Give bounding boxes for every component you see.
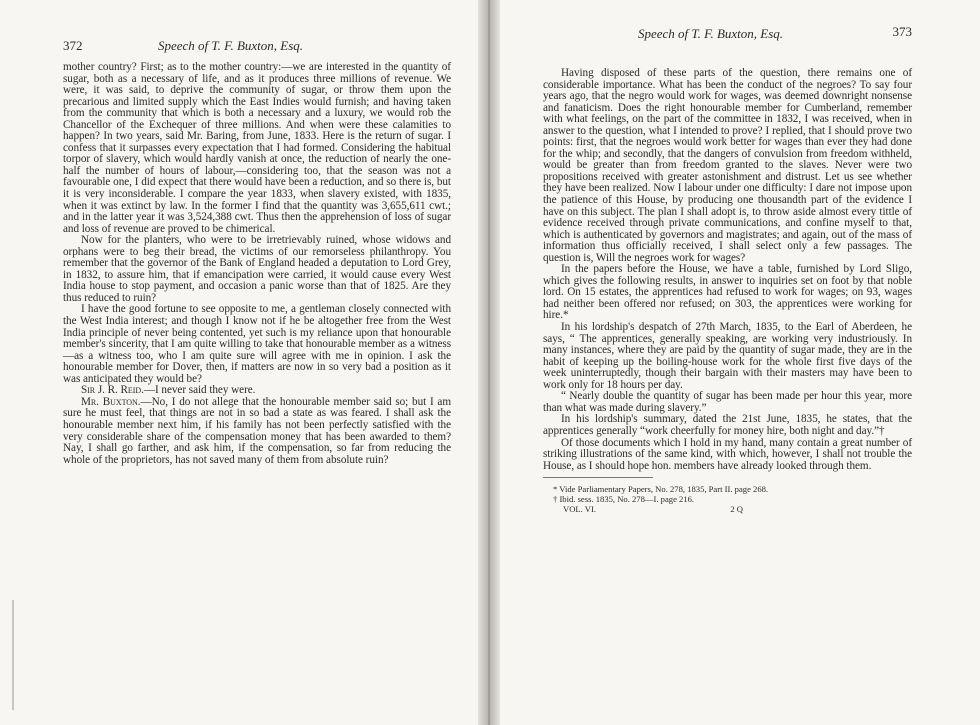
right-paragraph-6: Of those documents which I hold in my hand, many contain a great number of striking illustrations of the same kind, with which, however, I shall not trouble the House, as I should hope hon. members have already looked through them. [543, 436, 912, 472]
footnotes [543, 484, 912, 514]
right-paragraph-5: In his lordship's summary, dated the 21st June, 1835, he states, that the apprentices generally “work cheerfully for money hire, both night and day.”† [543, 413, 912, 437]
speaker-buxton: Mr. Buxton. [81, 395, 141, 408]
left-paragraph-buxton [63, 397, 451, 466]
footnote-2: † Ibid. sess. 1835, No. 278—I. page 216. [553, 494, 695, 505]
right-page [493, 0, 980, 725]
signature-mark: 2 Q [730, 504, 743, 515]
buxton-reply: —No, I do not allege that the honourable member said so; but I am sure he must feel, that things are not in so bad a state as was feared. I shall ask the honourable member next him, if his family has not been perfectly satisfied with the very considerable share of the compensation money that has been awarded to them? Nay, I shall go farther, and ask him, if the compensation, so far from reducing the whole of the proprietors, has not saved many of them from absolute ruin? [63, 395, 451, 466]
right-page-header [543, 24, 912, 44]
speaker-reid: Sir J. R. Reid. [81, 384, 144, 397]
volume-label: VOL. VI. [563, 504, 597, 515]
footnote-1: * Vide Parliamentary Papers, No. 278, 1835, Part II. page 268. [553, 484, 769, 495]
reid-reply: —I never said they were. [143, 384, 256, 397]
right-paragraph-4: “ Nearly double the quantity of sugar has been made per hour this year, more than what was made during slavery.” [543, 390, 912, 414]
left-paragraph-1: mother country? First; as to the mother country:—we are interested in the quantity of sugar, both as a necessary of life, and as it produces three millions of revenue. We were, it was said, to deprive the community of sugar, or throw them upon the precarious and limited supply which the East Indies would furnish; and having taken from the community that which is both a necessary and a luxury, we would rob the Chancellor of the Exchequer of three millions. And when were these calamities to happen? In two years, said Mr. Baring, from June, 1833. Here is the return of sugar. I confess that it surpasses every expectation that I had formed. Considering the habitual torpor of slavery, which would hardly vanish at once, the reduction of nearly the one-half the number of hours of labour,—considering too, that the season was not a favourable one, I did expect that there would have been a reduction, and so there is, but it is very inconsiderable. I compare the year 1833, when slavery existed, with 1835, when it was extinct by law. In the former I find that the quantity was 3,655,611 cwt.; and in the latter year it was 3,524,388 cwt. Thus then the apprehension of loss of sugar and loss of revenue are proved to be chimerical. [63, 61, 451, 235]
left-paragraph-3: I have the good fortune to see opposite to me, a gentleman closely connected with the West India interest; and though I know not if he be altogether free from the West India principle of never being contented, yet such is my reliance upon that honourable member's sincerity, that I am quite willing to take that honourable member as a witness—as a witness too, who I am quite sure will agree with me in opinion. I ask the honourable member for Dover, then, if matters are now in so very bad a position as it was anticipated they would be? [63, 303, 451, 385]
right-paragraph-3: In his lordship's despatch of 27th March, 1835, to the Earl of Aberdeen, he says, “ The apprentices, generally speaking, are working very industriously. In many instances, where they are paid by the quantity of sugar made, they are in the habit of keeping up the boiling-house work for the whole first five days of the week uninterruptedly, though their bargain with their masters may have been to work only for 18 hours per day. [543, 321, 912, 391]
book-gutter [478, 0, 500, 725]
right-page-body [543, 68, 912, 472]
page-edge [12, 600, 14, 710]
left-paragraph-2: Now for the planters, who were to be irretrievably ruined, whose widows and orphans were to beg their bread, the victims of our remorseless philanthropy. You remember that the governor of the Bank of England headed a deputation to Lord Grey, in 1832, to assure him, that if emancipation were carried, it would cause every West India house to stop payment, and occasion a panic worse than that of 1825. Are they thus reduced to ruin? [63, 234, 451, 304]
right-paragraph-2: In the papers before the House, we have a table, furnished by Lord Sligo, which gives the following results, in answer to inquiries set on foot by that noble lord. On 15 estates, the apprentices had refused to work for wages; on 93, wages had neither been offered nor refused; on 303, the apprentices were working for hire.* [543, 263, 912, 322]
left-page-header [63, 38, 451, 58]
right-paragraph-1: Having disposed of these parts of the question, there remains one of considerable importance. What has been the conduct of the negroes? To say four years ago, that the negro would work for wages, was deemed downright nonsense and fanaticism. Does the right honourable member for Cumberland, remember with what feelings, on the part of the committee in 1832, I was received, when in answer to the question, what I intended to prove? I replied, that I should prove two points: first, that the negroes would work better for wages than ever they had done for the whip; and secondly, that the dangers of convulsion from freedom withheld, would be greater than from freedom granted to the slaves. Never were two propositions received with greater astonishment and distrust. Let us see whether they have been realized. Now I labour under one difficulty: I dare not impose upon the patience of this House, by producing one thousandth part of the evidence I have on this subject. The plan I shall adopt is, to throw aside almost every tittle of evidence received through private communications, and confine myself to that, which is authenticated by governors and magistrates; and again, out of the mass of information thus officially received, I shall select only a few passages. The question is, Will the negroes work for wages? [543, 67, 912, 264]
left-running-head: Speech of T. F. Buxton, Esq. [158, 38, 304, 53]
left-page-number: 372 [63, 38, 83, 53]
signature-line [553, 504, 743, 514]
footnote-rule [543, 477, 653, 481]
left-page-body [63, 62, 451, 466]
right-running-head: Speech of T. F. Buxton, Esq. [638, 26, 784, 41]
left-page [0, 0, 487, 725]
right-page-number: 373 [892, 24, 912, 39]
